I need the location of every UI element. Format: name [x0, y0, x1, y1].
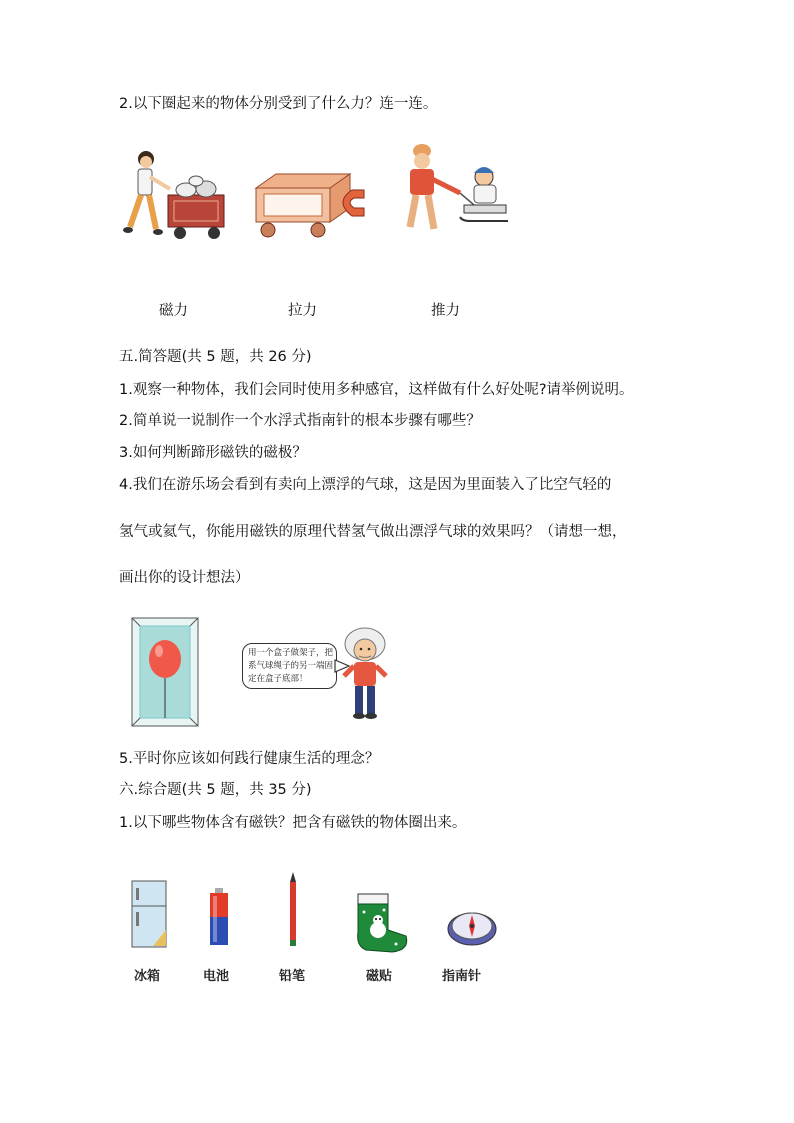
s5-question-4-line1: 4.我们在游乐场会看到有卖向上漂浮的气球，这是因为里面装入了比空气轻的	[119, 477, 612, 493]
s6-question-1: 1.以下哪些物体含有磁铁？把含有磁铁的物体圈出来。	[119, 815, 467, 831]
item-label-battery: 电池	[203, 969, 230, 984]
magnet-sticker-icon	[352, 892, 410, 954]
battery-icon	[208, 888, 230, 948]
s5-question-1: 1.观察一种物体，我们会同时使用多种感官，这样做有什么好处呢?请举例说明。	[119, 382, 634, 398]
s5-question-2: 2.简单说一说制作一个水浮式指南针的根本步骤有哪些？	[119, 413, 481, 429]
force-label-magnetic: 磁力	[159, 303, 188, 319]
s5-question-5: 5.平时你应该如何践行健康生活的理念？	[119, 751, 380, 767]
s5-question-4-line2: 氢气或氦气，你能用磁铁的原理代替氢气做出漂浮气球的效果吗？（请想一想，	[119, 524, 627, 540]
pencil-icon	[287, 872, 299, 948]
force-label-pull: 拉力	[288, 303, 317, 319]
scientist-image	[340, 628, 390, 720]
boy-pushing-cart-image	[118, 145, 228, 245]
speech-bubble: 用一个盒子做架子，把系气球绳子的另一端固定在盒子底部！	[242, 643, 337, 689]
refrigerator-icon	[131, 880, 169, 948]
q2-title: 2.以下圈起来的物体分别受到了什么力？连一连。	[119, 96, 438, 112]
section6-title: 六.综合题(共 5 题，共 35 分)	[119, 782, 312, 798]
compass-icon	[446, 905, 498, 947]
item-label-magnet-sticker: 磁贴	[366, 969, 393, 984]
balloon-in-box-image	[131, 617, 201, 729]
cart-and-magnet-image	[250, 168, 375, 248]
item-label-pencil: 铅笔	[279, 969, 306, 984]
force-label-push: 推力	[431, 303, 460, 319]
section5-title: 五.简答题(共 5 题，共 26 分)	[119, 349, 312, 365]
item-label-compass: 指南针	[442, 969, 482, 984]
item-label-refrigerator: 冰箱	[134, 969, 161, 984]
child-pulling-sled-image	[400, 143, 510, 243]
s5-question-3: 3.如何判断蹄形磁铁的磁极？	[119, 445, 307, 461]
s5-question-4-line3: 画出你的设计想法）	[119, 570, 250, 586]
